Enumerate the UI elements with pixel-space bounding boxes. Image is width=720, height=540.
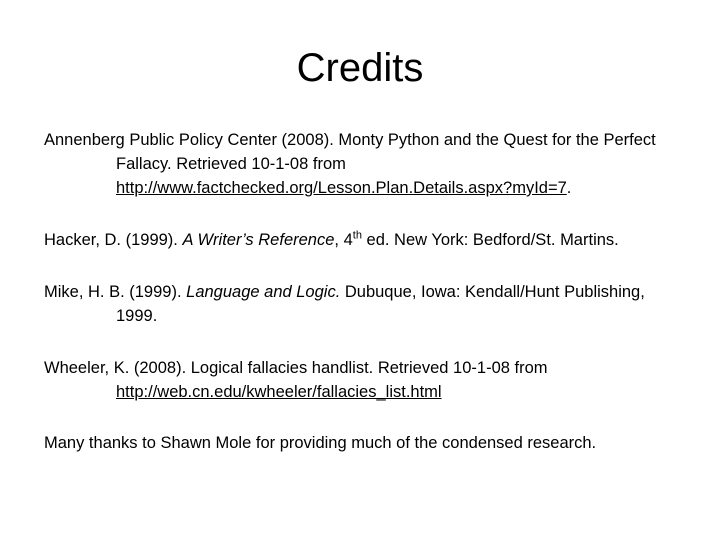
reference-text: . — [566, 179, 572, 197]
reference-hacker — [44, 228, 684, 252]
references-list — [44, 128, 684, 483]
reference-text: Annenberg Public Policy Center (2008). Monty Python and the Quest for the Perfect Fallacy. Retrieved 10-1-08 from — [44, 131, 656, 173]
reference-edition: , 4 — [334, 231, 353, 249]
reference-annenberg — [44, 128, 684, 200]
reference-title: A Writer’s Reference — [182, 231, 335, 249]
edition-superscript: th — [352, 229, 362, 242]
reference-mike — [44, 280, 684, 328]
reference-publisher: ed. New York: Bedford/St. Martins. — [361, 231, 619, 249]
slide-title: Credits — [296, 46, 424, 90]
reference-title: Language and Logic. — [186, 283, 341, 301]
reference-publisher: Dubuque, Iowa: Kendall/Hunt Publishing, 1999. — [116, 283, 645, 325]
reference-text: Wheeler, K. (2008). Logical fallacies handlist. Retrieved 10-1-08 from — [44, 359, 548, 377]
reference-link-factchecked[interactable]: http://www.factchecked.org/Lesson.Plan.Details.aspx?myId=7 — [116, 179, 567, 197]
acknowledgement: Many thanks to Shawn Mole for providing much of the condensed research. — [44, 434, 597, 452]
reference-author: Hacker, D. (1999). — [44, 231, 183, 249]
reference-author: Mike, H. B. (1999). — [44, 283, 187, 301]
reference-wheeler — [44, 356, 684, 404]
reference-link-wheeler[interactable]: http://web.cn.edu/kwheeler/fallacies_list.html — [116, 383, 442, 401]
